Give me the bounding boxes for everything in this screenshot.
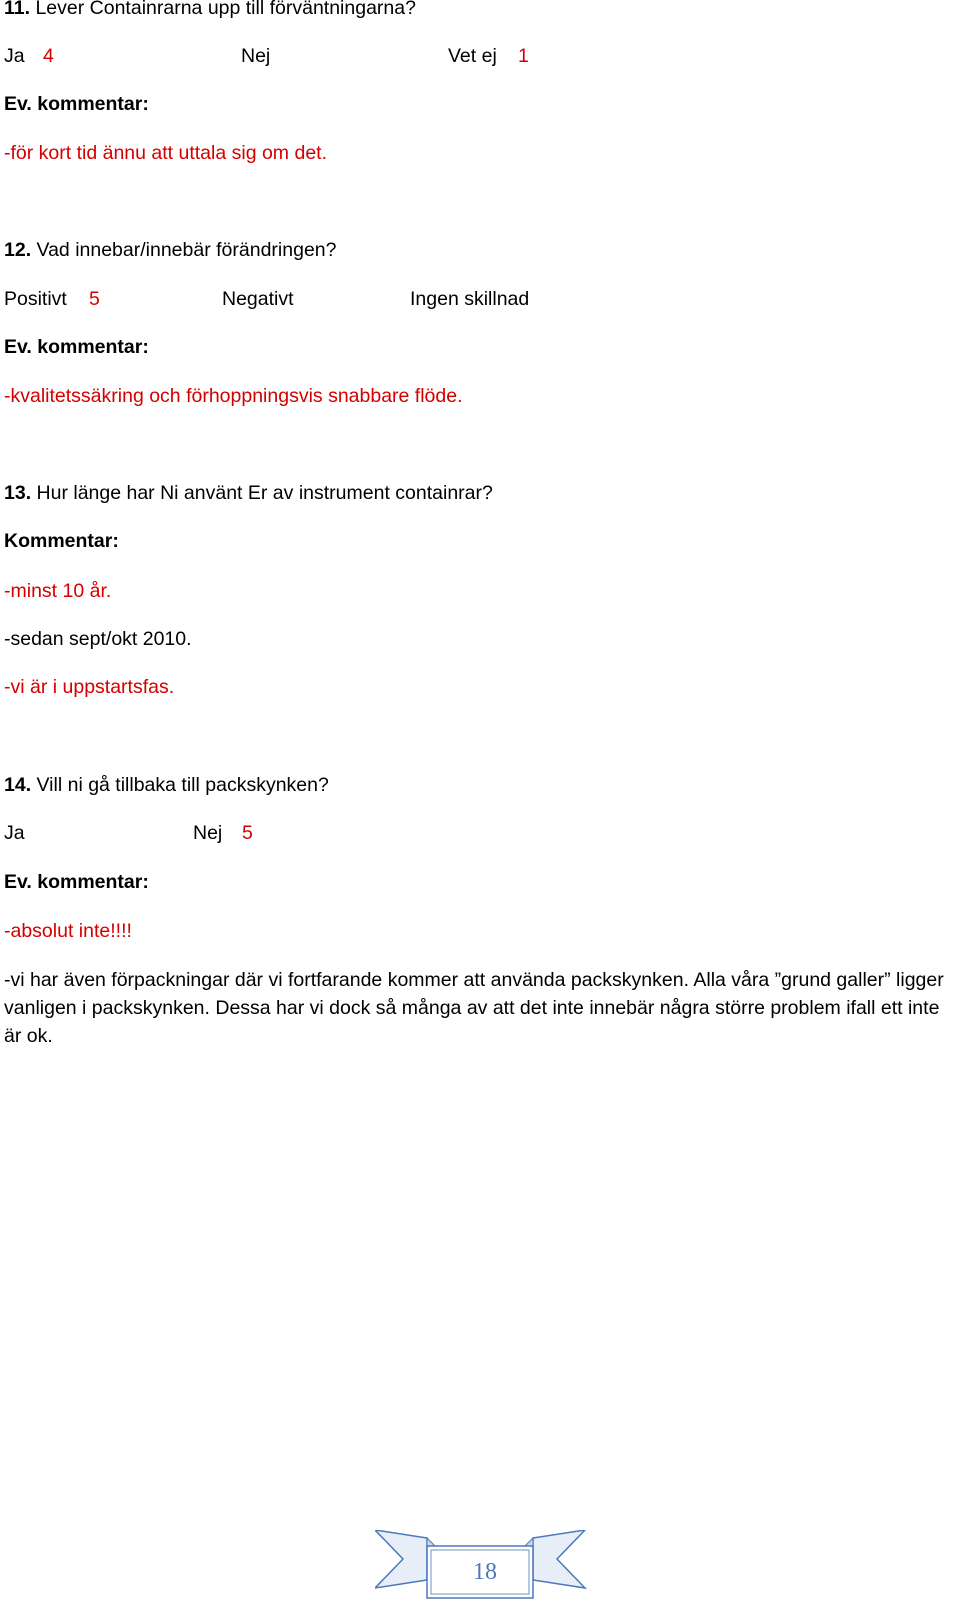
comment-text: -absolut inte!!!! (4, 920, 132, 942)
question-number: 12. (4, 239, 32, 261)
option-positivt: Positivt (4, 288, 67, 310)
question-number: 13. (4, 482, 32, 504)
option-vet-ej-count: 1 (518, 45, 529, 67)
comment-label: Kommentar: (4, 530, 119, 552)
comment-label: Ev. kommentar: (4, 871, 149, 893)
question-13 (4, 481, 493, 505)
comment-label: Ev. kommentar: (4, 93, 149, 115)
option-vet-ej: Vet ej (448, 45, 497, 67)
option-ja: Ja (4, 822, 25, 844)
comment-text: -kvalitetssäkring och förhoppningsvis snabbare flöde. (4, 385, 463, 407)
question-text: Hur länge har Ni använt Er av instrument containrar? (31, 482, 493, 504)
option-nej: Nej (241, 45, 271, 67)
page-number-banner (375, 1530, 595, 1600)
comment-label: Ev. kommentar: (4, 336, 149, 358)
question-text: Lever Containrarna upp till förväntningarna? (30, 0, 416, 19)
page-number: 18 (473, 1559, 497, 1585)
question-text: Vad innebar/innebär förändringen? (31, 239, 337, 261)
option-negativt: Negativt (222, 288, 294, 310)
option-ja-count: 4 (43, 45, 54, 67)
option-positivt-count: 5 (89, 288, 100, 310)
option-ja: Ja (4, 45, 25, 67)
option-ingen-skillnad: Ingen skillnad (410, 288, 530, 310)
comment-text: -minst 10 år. (4, 580, 112, 602)
comment-text: -för kort tid ännu att uttala sig om det. (4, 142, 327, 164)
option-nej-count: 5 (242, 822, 253, 844)
question-11 (4, 0, 416, 20)
comment-paragraph: -vi har även förpackningar där vi fortfarande kommer att använda packskynken. Alla våra ”grund galler” ligger vanligen i packskynken. Dessa har vi dock så många av att det inte innebär några större problem ifall ett inte är ok. (4, 969, 944, 1047)
question-12 (4, 238, 336, 262)
comment-text: -sedan sept/okt 2010. (4, 628, 192, 650)
question-14 (4, 773, 329, 797)
question-number: 11. (4, 0, 31, 19)
option-nej: Nej (193, 822, 223, 844)
comment-text: -vi är i uppstartsfas. (4, 676, 175, 698)
question-number: 14. (4, 774, 32, 796)
question-text: Vill ni gå tillbaka till packskynken? (31, 774, 329, 796)
